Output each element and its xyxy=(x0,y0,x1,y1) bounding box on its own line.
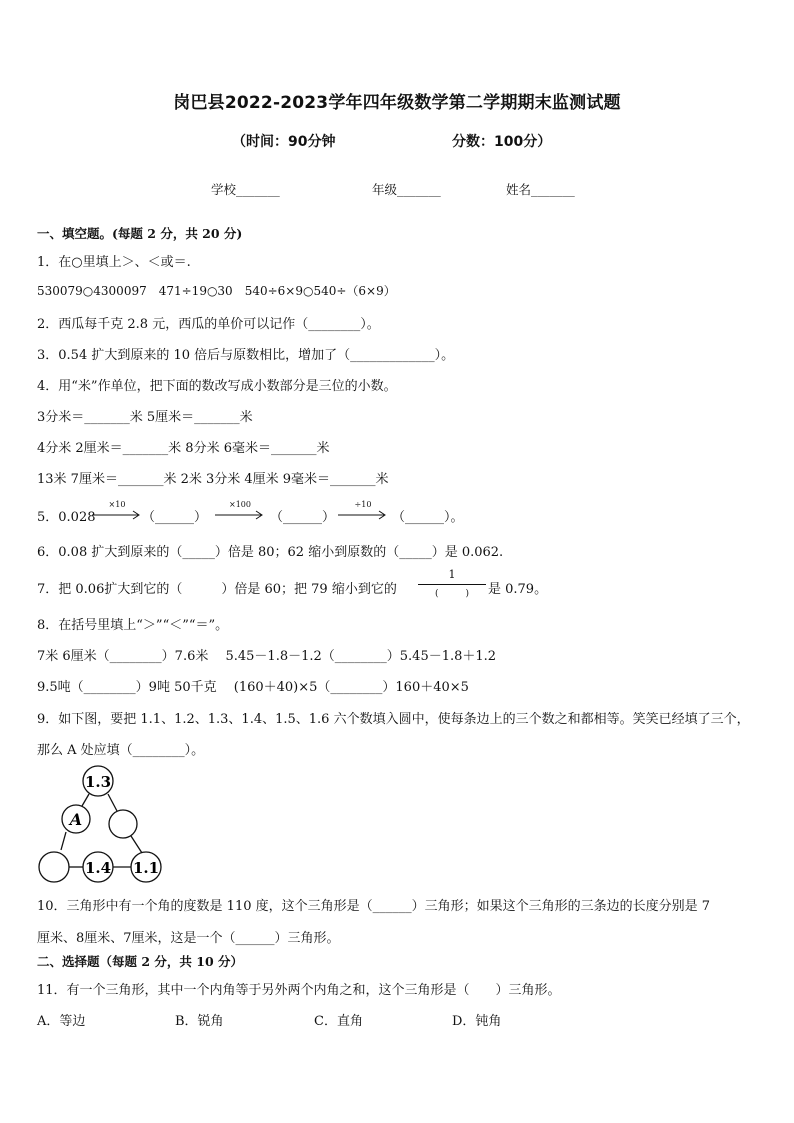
question-4-b: 4分米 2厘米＝_______米 8分米 6毫米＝_______米 xyxy=(37,441,330,456)
arrow-3-label: ÷10 xyxy=(354,500,372,509)
question-10-b: 厘米、8厘米、7厘米，这是一个（______）三角形。 xyxy=(37,931,340,946)
question-4: 4．用“米”作单位，把下面的数改写成小数部分是三位的小数。 xyxy=(37,379,397,394)
edge-top-left xyxy=(82,794,89,806)
edge-right-bottom xyxy=(131,836,142,853)
page-title: 岗巴县2022-2023学年四年级数学第二学期期末监测试题 xyxy=(173,93,621,113)
question-5-blank-2: （______） xyxy=(270,510,336,525)
option-c[interactable]: C．直角 xyxy=(314,1014,363,1029)
question-6: 6．0.08 扩大到原来的（_____）倍是 80；62 缩小到原数的（_____）是 0.062. xyxy=(37,545,504,560)
edge-left-bottom xyxy=(61,832,66,850)
school-field[interactable]: 学校_______ xyxy=(211,182,280,197)
option-a[interactable]: A．等边 xyxy=(37,1014,86,1029)
question-4-a: 3分米＝_______米 5厘米＝_______米 xyxy=(37,410,253,425)
circle-right xyxy=(109,810,137,838)
label-bottom-mid: 1.4 xyxy=(84,859,112,877)
arrow-3 xyxy=(338,500,388,524)
arrow-2 xyxy=(215,500,265,524)
question-5-blank-1: （______） xyxy=(142,510,208,525)
question-8-b: 9.5吨（________）9吨 50千克 (160＋40)×5（________）160＋40×5 xyxy=(37,680,469,695)
circle-bottom-left xyxy=(39,852,69,882)
grade-field[interactable]: 年级_______ xyxy=(372,182,441,197)
option-b[interactable]: B．锐角 xyxy=(175,1014,224,1029)
question-7-b: 是 0.79。 xyxy=(488,582,548,597)
label-bottom-right: 1.1 xyxy=(132,859,160,877)
question-9-b: 那么 A 处应填（________）。 xyxy=(37,743,205,758)
label-a: A xyxy=(69,810,83,829)
question-10-a: 10．三角形中有一个角的度数是 110 度，这个三角形是（______）三角形；如果这个三角形的三条边的长度分别是 7 xyxy=(37,899,711,914)
exam-score: 分数：100分） xyxy=(452,134,552,150)
option-d[interactable]: D．钝角 xyxy=(452,1014,502,1029)
question-2: 2．西瓜每千克 2.8 元，西瓜的单价可以记作（________）。 xyxy=(37,317,380,332)
exam-time: （时间：90分钟 xyxy=(232,134,336,150)
section1-heading: 一、填空题。(每题 2 分，共 20 分) xyxy=(37,226,243,241)
question-9-a: 9．如下图，要把 1.1、1.2、1.3、1.4、1.5、1.6 六个数填入圆中，使每条边上的三个数之和都相等。笑笑已经填了三个， xyxy=(37,712,750,727)
name-field[interactable]: 姓名_______ xyxy=(506,182,575,197)
question-8: 8．在括号里填上“＞”“＜”“＝”。 xyxy=(37,618,229,633)
arrow-2-label: ×100 xyxy=(229,500,251,509)
question-5-blank-3: （______）。 xyxy=(392,510,464,525)
section2-heading: 二、选择题（每题 2 分，共 10 分） xyxy=(37,954,244,969)
label-top: 1.3 xyxy=(84,773,112,791)
edge-top-right xyxy=(108,794,117,811)
arrow-1-label: ×10 xyxy=(108,500,126,509)
question-8-a: 7米 6厘米（________）7.6米 5.45－1.8－1.2（________）5.45－1.8＋1.2 xyxy=(37,649,497,664)
question-4-c: 13米 7厘米＝_______米 2米 3分米 4厘米 9毫米＝_______米 xyxy=(37,472,389,487)
fraction-bar xyxy=(418,584,486,585)
question-11: 11．有一个三角形，其中一个内角等于另外两个内角之和，这个三角形是（ ）三角形。 xyxy=(37,983,561,998)
fraction-denominator: ( ) xyxy=(434,589,470,599)
question-1-items: 530079○4300097 471÷19○30 540÷6×9○540÷（6×9） xyxy=(37,284,396,298)
question-3: 3．0.54 扩大到原来的 10 倍后与原数相比，增加了（_____________）。 xyxy=(37,348,455,363)
fraction-numerator: 1 xyxy=(448,568,456,581)
question-7-a: 7．把 0.06扩大到它的（ ）倍是 60；把 79 缩小到它的 xyxy=(37,582,397,597)
triangle-figure xyxy=(34,764,166,884)
arrow-1 xyxy=(92,500,142,524)
question-5-start: 5．0.028 xyxy=(37,510,96,525)
question-1: 1．在○里填上＞、＜或＝. xyxy=(37,255,191,270)
